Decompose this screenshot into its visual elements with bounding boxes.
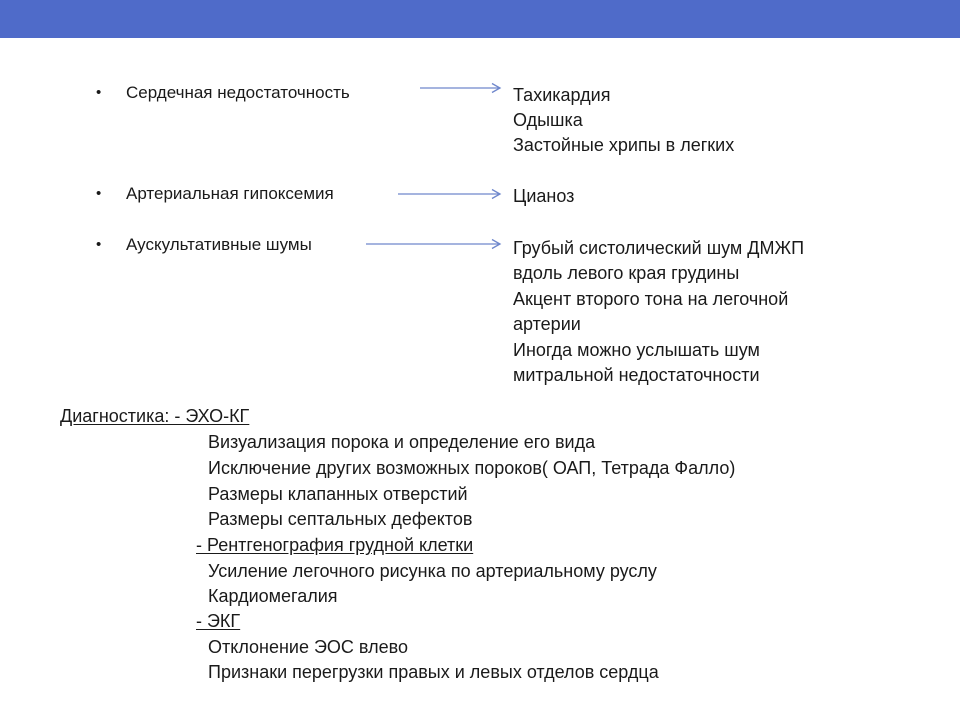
cause-arterial-hypoxemia: Артериальная гипоксемия (126, 184, 334, 203)
effect-murmur-line-4: артерии (513, 314, 581, 334)
effect-murmur-line-2: вдоль левого края грудины (513, 263, 740, 283)
xray-heading: - Рентгенография грудной клетки (196, 535, 474, 555)
xray-item-2: Кардиомегалия (208, 586, 338, 606)
ecg-item-1: Отклонение ЭОС влево (208, 637, 408, 657)
echo-item-1: Визуализация порока и определение его вида (208, 432, 596, 452)
ecg-heading: - ЭКГ (196, 611, 241, 631)
effect-cyanosis: Цианоз (513, 186, 575, 206)
title-bar (0, 0, 960, 38)
effect-congestive-rales: Застойные хрипы в легких (513, 135, 735, 155)
effect-murmur-line-3: Акцент второго тона на легочной (513, 289, 789, 309)
effect-murmur-line-6: митральной недостаточности (513, 365, 760, 385)
bullet-arterial-hypoxemia: • (96, 185, 102, 202)
bullet-auscultatory-murmurs: • (96, 236, 102, 253)
arrow-auscultatory-murmurs (366, 240, 500, 249)
xray-item-1: Усиление легочного рисунка по артериальному руслу (208, 561, 657, 581)
cause-auscultatory-murmurs: Аускультативные шумы (126, 235, 312, 254)
effect-tachycardia: Тахикардия (513, 85, 611, 105)
echo-item-2: Исключение других возможных пороков( ОАП, Тетрада Фалло) (208, 458, 736, 478)
echo-item-3: Размеры клапанных отверстий (208, 484, 468, 504)
effect-dyspnea: Одышка (513, 110, 583, 130)
ecg-item-2: Признаки перегрузки правых и левых отделов сердца (208, 662, 659, 682)
effect-murmur-line-5: Иногда можно услышать шум (513, 340, 760, 360)
cause-heart-failure: Сердечная недостаточность (126, 83, 350, 102)
arrow-heart-failure (420, 84, 500, 93)
effect-murmur-line-1: Грубый систолический шум ДМЖП (513, 238, 805, 258)
bullet-heart-failure: • (96, 84, 102, 101)
diagnostics-heading: Диагностика: - ЭХО-КГ (60, 406, 250, 426)
arrow-arterial-hypoxemia (398, 190, 500, 199)
echo-item-4: Размеры септальных дефектов (208, 509, 473, 529)
